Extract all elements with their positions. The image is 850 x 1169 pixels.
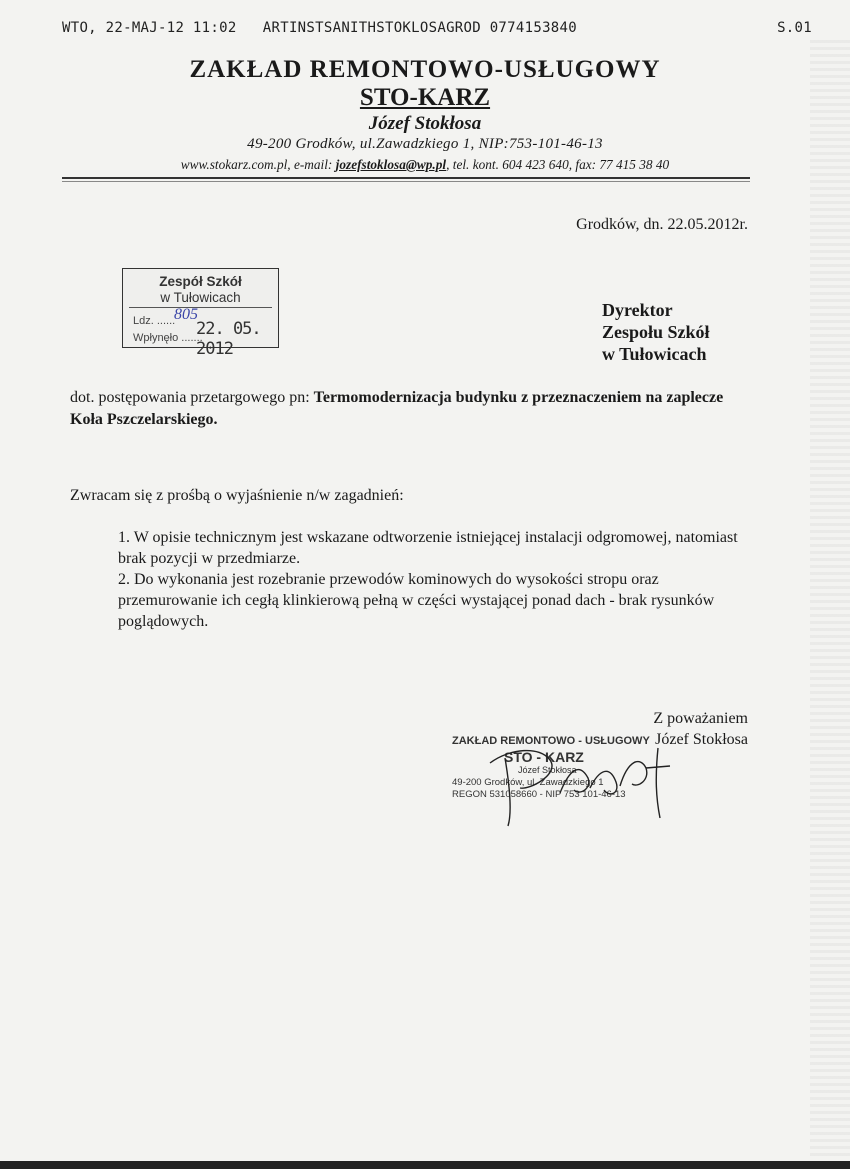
company-stamp-line-3: Józef Stokłosa [518, 765, 577, 775]
intro-text: Zwracam się z prośbą o wyjaśnienie n/w zagadnień: [70, 487, 404, 504]
subject-prefix: dot. postępowania przetargowego pn: [70, 389, 314, 406]
closing-salutation: Z poważaniem [653, 710, 748, 727]
recipient-line-3: w Tułowicach [602, 344, 707, 364]
company-owner: Józef Stokłosa [368, 113, 482, 134]
company-stamp-line-1: ZAKŁAD REMONTOWO - USŁUGOWY [452, 735, 650, 747]
stamp-received-date: 22. 05. 2012 [196, 319, 261, 359]
fax-page-number: S.01 [777, 20, 812, 36]
stamp-ldz-label: Ldz. ...... [133, 315, 176, 327]
question-item: 1. W opisie technicznym jest wskazane odtworzenie istniejącej instalacji odgromowej, natomiast brak pozycji w przedmiarze. [118, 529, 738, 567]
scan-bottom-edge [0, 1161, 850, 1169]
closing-name: Józef Stokłosa [655, 731, 748, 748]
stamp-subtitle: w Tułowicach [160, 290, 241, 305]
company-stamp-line-5: REGON 531058660 - NIP 753 101-46-13 [452, 789, 626, 800]
stamp-divider [129, 307, 272, 308]
scan-edge-noise [810, 40, 850, 1160]
company-stamp-line-4: 49-200 Grodków, ul. Zawadzkiego 1 [452, 777, 604, 788]
stamp-title: Zespół Szkół [159, 274, 242, 289]
subject [70, 387, 750, 431]
question-item: 2. Do wykonania jest rozebranie przewodów kominowych do wysokości stropu oraz przemurowanie ich cegłą klinkierową pełną w części wystającej ponad dach - brak rysunków poglądowych. [118, 571, 715, 630]
handwritten-signature [470, 738, 680, 828]
contact-prefix: www.stokarz.com.pl, e-mail: [180, 157, 336, 172]
subject-title: Termomodernizacja budynku z przeznaczeniem na zaplecze Koła Pszczelarskiego. [70, 389, 724, 428]
recipient-line-2: Zespołu Szkół [602, 322, 710, 342]
stamp-ldz-number: 805 [174, 306, 198, 323]
recipient-line-1: Dyrektor [602, 300, 673, 320]
questions-list [118, 527, 758, 632]
letterhead-divider-thin [62, 181, 750, 182]
received-stamp [122, 268, 279, 359]
email-link: jozefstoklosa@wp.pl [335, 157, 447, 172]
company-brand: STO-KARZ [359, 84, 491, 111]
company-contact [0, 157, 850, 173]
company-name: ZAKŁAD REMONTOWO-USŁUGOWY [189, 56, 661, 83]
fax-transmission-header: WTO, 22-MAJ-12 11:02 ARTINSTSANITHSTOKLOSAGROD 0774153840 [62, 20, 577, 36]
company-stamp-line-2: STO - KARZ [504, 749, 584, 765]
stamp-received-label: Wpłynęło ....... [133, 332, 203, 344]
letter-date: Grodków, dn. 22.05.2012r. [576, 216, 748, 233]
company-address: 49-200 Grodków, ul.Zawadzkiego 1, NIP:753-101-46-13 [247, 136, 603, 152]
letterhead-divider [62, 177, 750, 179]
contact-suffix: , tel. kont. 604 423 640, fax: 77 415 38 40 [446, 157, 670, 172]
